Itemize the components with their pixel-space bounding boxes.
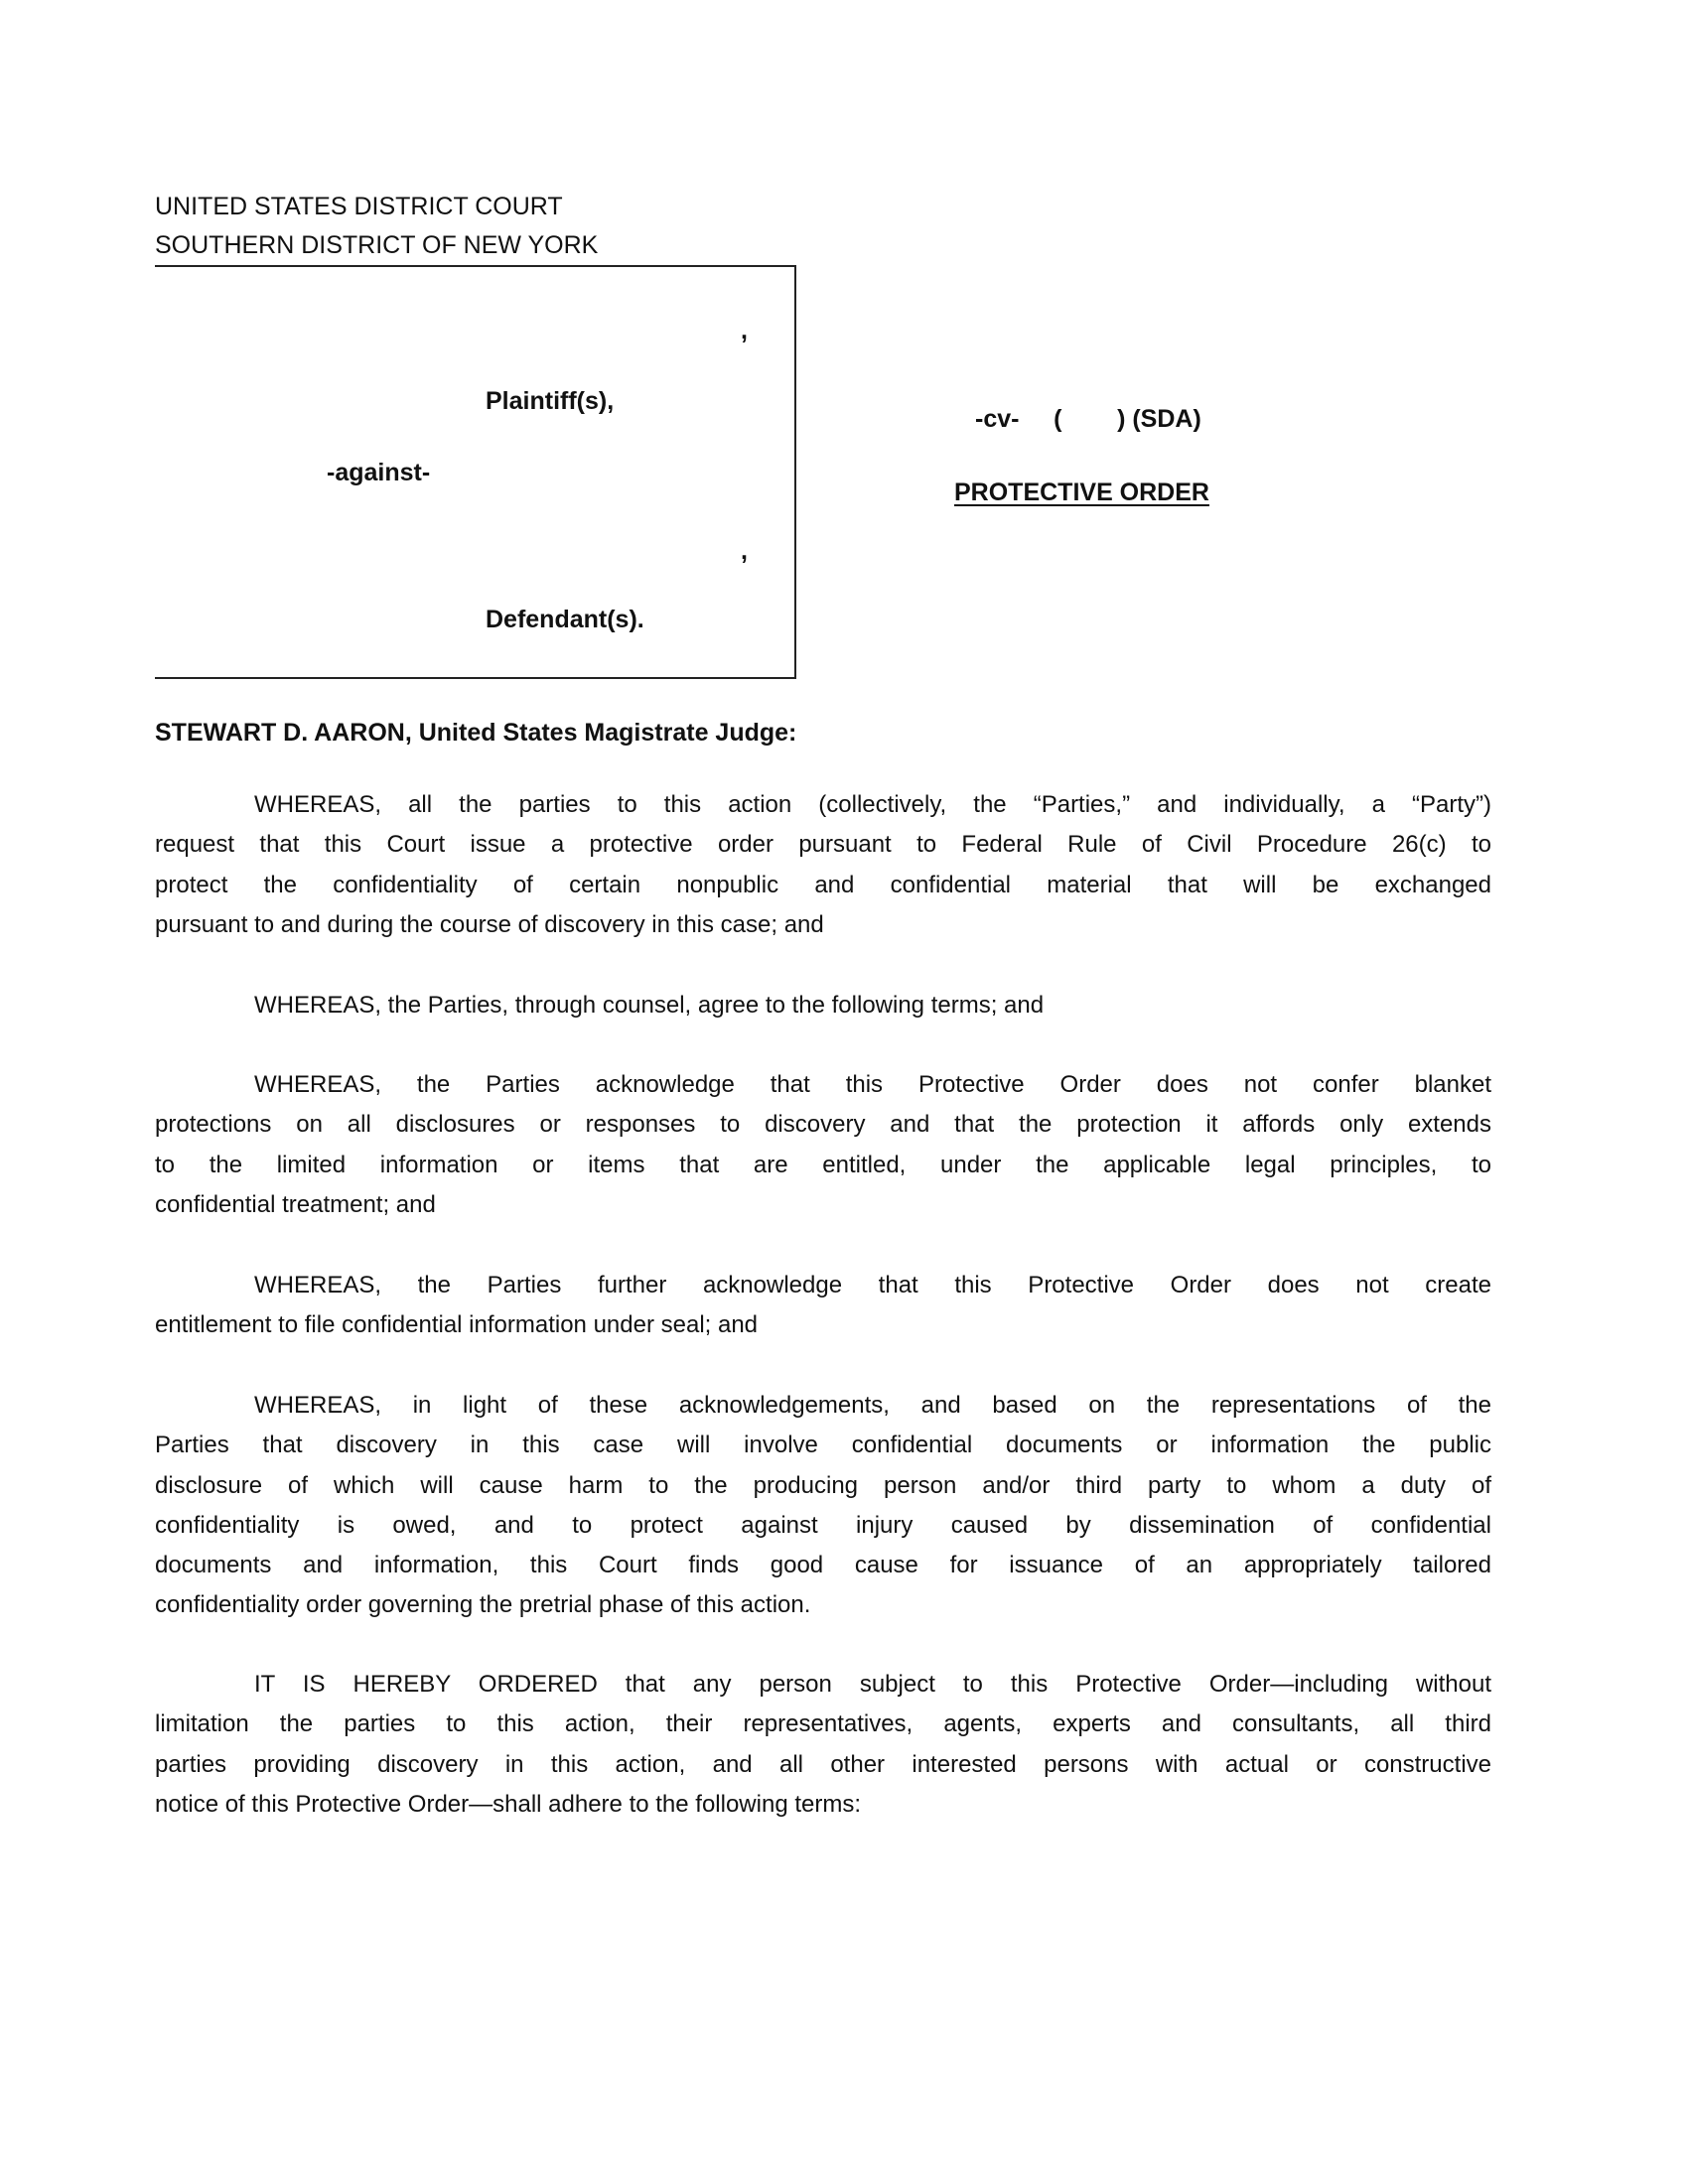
judge-line: STEWART D. AARON, United States Magistrate Judge:: [155, 719, 797, 747]
defendant-name-comma: ,: [741, 537, 748, 565]
paragraph-line: IT IS HEREBY ORDERED that any person subject to this Protective Order—including without: [254, 1671, 1491, 1698]
paragraph-line: documents and information, this Court finds good cause for issuance of an appropriately tailored: [155, 1552, 1491, 1579]
paragraph-line: entitlement to file confidential information under seal; and: [155, 1311, 759, 1339]
paragraph-line: WHEREAS, the Parties, through counsel, agree to the following terms; and: [254, 992, 1045, 1019]
document-title: PROTECTIVE ORDER: [954, 478, 1209, 506]
paragraph-line: pursuant to and during the course of discovery in this case; and: [155, 910, 824, 938]
body-paragraph: [155, 1065, 1491, 1225]
paragraph-line: Parties that discovery in this case will involve confidential documents or information the public: [155, 1432, 1491, 1459]
body-paragraph: [155, 986, 1491, 1025]
body-paragraph: [155, 1665, 1491, 1825]
caption-box-bottom-rule: [155, 677, 796, 679]
plaintiff-name-comma: ,: [741, 317, 748, 344]
paragraph-line: confidentiality is owed, and to protect against injury caused by dissemination of confidential: [155, 1511, 1491, 1539]
body-paragraph: [155, 1266, 1491, 1346]
against-label: -against-: [327, 459, 431, 486]
case-number: -cv- ( ) (SDA): [975, 405, 1201, 433]
paragraph-line: protect the confidentiality of certain nonpublic and confidential material that will be exchanged: [155, 871, 1491, 898]
paragraph-line: protections on all disclosures or responses to discovery and that the protection it affords only extends: [155, 1111, 1491, 1139]
paragraph-line: WHEREAS, the Parties further acknowledge that this Protective Order does not create: [254, 1272, 1491, 1298]
paragraph-line: parties providing discovery in this action, and all other interested persons with actual or constructive: [155, 1750, 1491, 1778]
paragraph-line: disclosure of which will cause harm to the producing person and/or third party to whom a duty of: [155, 1471, 1491, 1499]
paragraph-line: limitation the parties to this action, their representatives, agents, experts and consultants, all third: [155, 1710, 1491, 1738]
court-district: SOUTHERN DISTRICT OF NEW YORK: [155, 231, 599, 259]
defendant-label: Defendant(s).: [486, 606, 644, 633]
paragraph-line: WHEREAS, in light of these acknowledgements, and based on the representations of the: [254, 1392, 1491, 1419]
paragraph-line: notice of this Protective Order—shall adhere to the following terms:: [155, 1790, 861, 1818]
paragraph-line: request that this Court issue a protective order pursuant to Federal Rule of Civil Procedure 26(c) to: [155, 831, 1491, 859]
body-paragraph: [155, 1386, 1491, 1626]
caption-box-right-rule: [794, 265, 796, 679]
court-name: UNITED STATES DISTRICT COURT: [155, 193, 563, 220]
paragraph-line: confidential treatment; and: [155, 1190, 436, 1218]
caption-box-top-rule: [155, 265, 796, 267]
body-paragraph: [155, 785, 1491, 945]
paragraph-line: to the limited information or items that are entitled, under the applicable legal principles, to: [155, 1151, 1491, 1178]
paragraph-line: WHEREAS, the Parties acknowledge that this Protective Order does not confer blanket: [254, 1071, 1491, 1098]
plaintiff-label: Plaintiff(s),: [486, 387, 615, 415]
paragraph-line: confidentiality order governing the pretrial phase of this action.: [155, 1591, 811, 1619]
paragraph-line: WHEREAS, all the parties to this action (collectively, the “Parties,” and individually, a “Party”): [254, 791, 1491, 818]
